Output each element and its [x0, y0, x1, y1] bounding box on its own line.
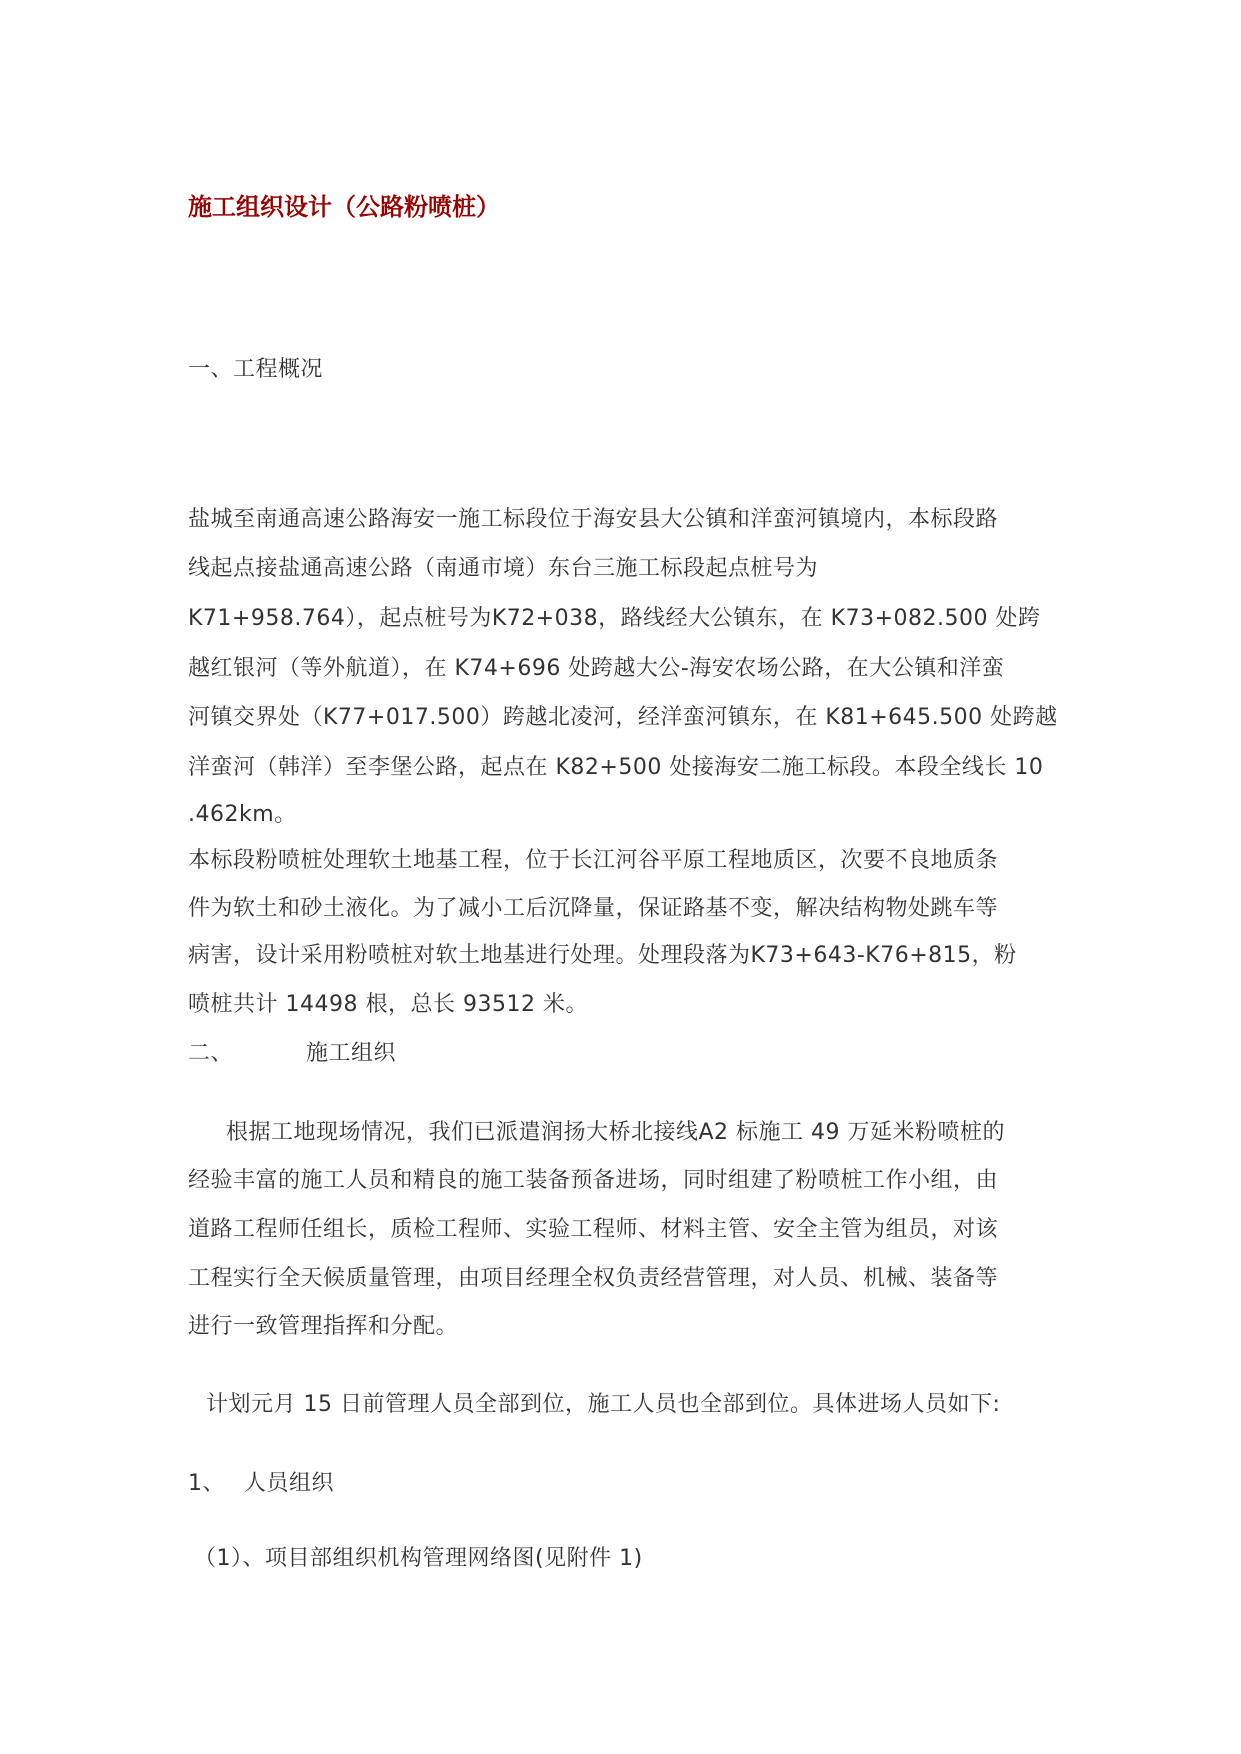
text-line: 道路工程师任组长，质检工程师、实验工程师、材料主管、安全主管为组员，对该	[188, 1217, 999, 1242]
text-line: 线起点接盐通高速公路（南通市境）东台三施工标段起点桩号为	[188, 556, 819, 581]
list-item-number: 1、	[188, 1471, 225, 1496]
text-line: 洋蛮河（韩洋）至李堡公路，起点在 K82+500 处接海安二施工标段。本段全线长 10	[188, 755, 1044, 780]
list-item-personnel	[188, 1469, 334, 1499]
text-line: 越红银河（等外航道），在 K74+696 处跨越大公-海安农场公路，在大公镇和洋蛮	[188, 656, 1005, 681]
section-heading-overview: 一、工程概况	[188, 357, 324, 382]
text-line: 根据工地现场情况，我们已派遣润扬大桥北接线A2 标施工 49 万延米粉喷桩的	[226, 1120, 1006, 1145]
text-line: K71+958.764），起点桩号为K72+038，路线经大公镇东，在 K73+082.500 处跨	[188, 606, 1041, 631]
list-item-label: 人员组织	[244, 1471, 335, 1496]
section-title: 施工组织	[306, 1041, 397, 1066]
organization-paragraph-2: 计划元月 15 日前管理人员全部到位，施工人员也全部到位。具体进场人员如下:	[206, 1392, 1001, 1417]
text-line: 工程实行全天候质量管理，由项目经理全权负责经营管理，对人员、机械、装备等	[188, 1266, 999, 1291]
text-line: 进行一致管理指挥和分配。	[188, 1314, 459, 1339]
document-title: 施工组织设计（公路粉喷桩）	[188, 192, 500, 221]
text-line: 病害，设计采用粉喷桩对软土地基进行处理。处理段落为K73+643-K76+815，粉	[188, 943, 1017, 968]
text-line: .462km。	[188, 802, 297, 827]
text-line: 件为软土和砂土液化。为了减小工后沉降量，保证路基不变，解决结构物处跳车等	[188, 896, 999, 921]
sub-item-org-chart: （1）、项目部组织机构管理网络图(见附件 1)	[194, 1546, 643, 1571]
text-line: 本标段粉喷桩处理软土地基工程，位于长江河谷平原工程地质区，次要不良地质条	[188, 848, 999, 873]
section-number: 二、	[188, 1041, 234, 1066]
text-line: 喷桩共计 14498 根，总长 93512 米。	[188, 992, 588, 1017]
section-heading-organization	[188, 1039, 396, 1069]
text-line: 河镇交界处（K77+017.500）跨越北凌河，经洋蛮河镇东，在 K81+645.500 处跨越	[188, 705, 1058, 730]
text-line: 经验丰富的施工人员和精良的施工装备预备进场，同时组建了粉喷桩工作小组，由	[188, 1168, 999, 1193]
text-line: 盐城至南通高速公路海安一施工标段位于海安县大公镇和洋蛮河镇境内，本标段路	[188, 507, 999, 532]
